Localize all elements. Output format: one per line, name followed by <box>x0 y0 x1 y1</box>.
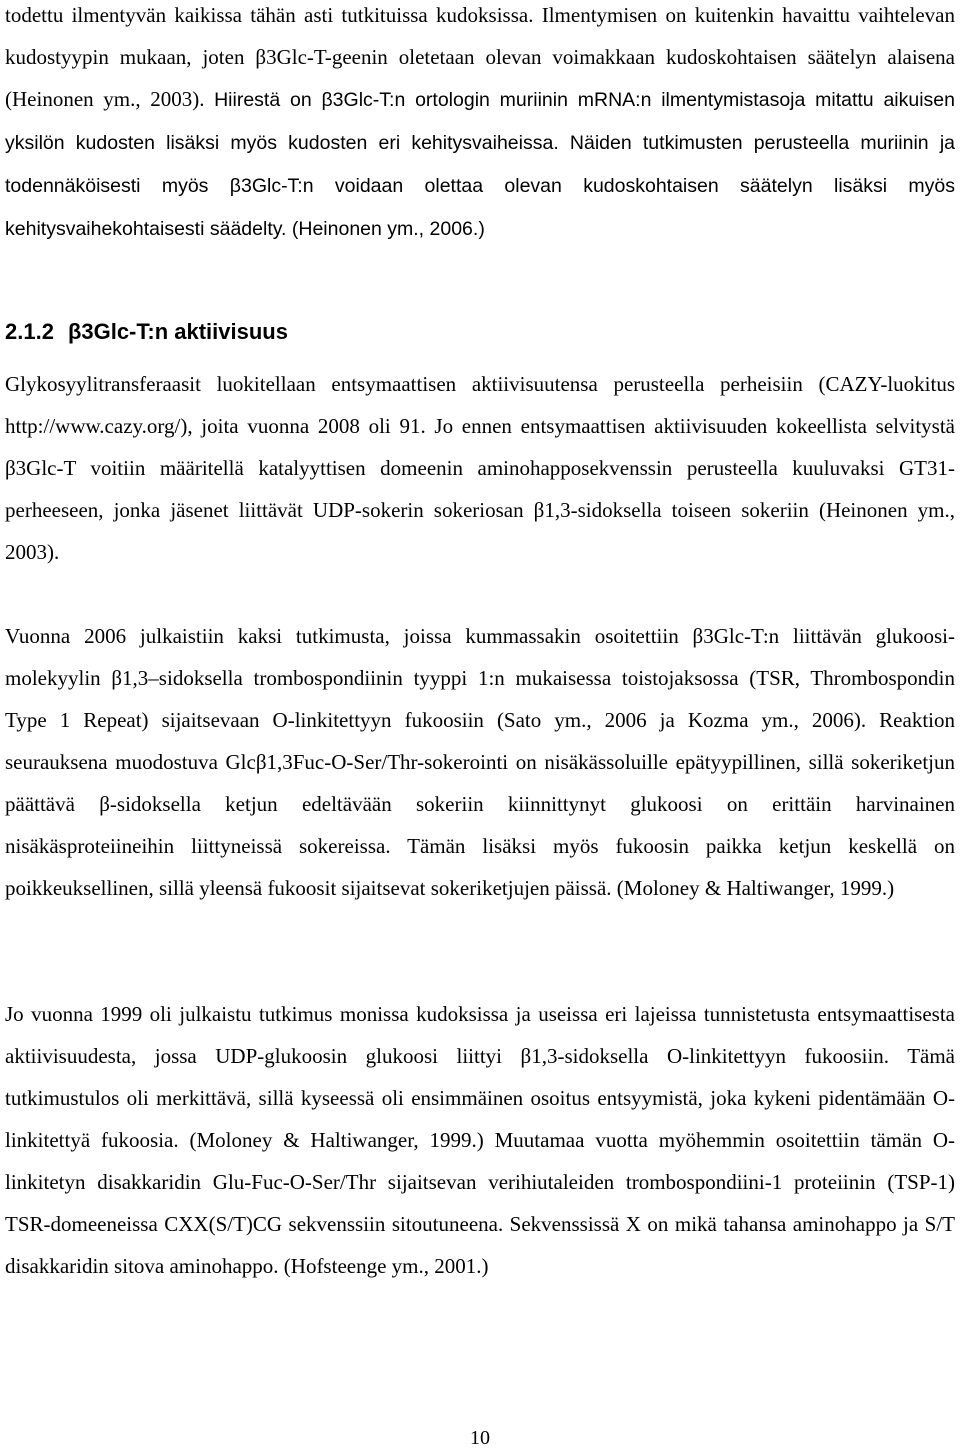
paragraph-intro-part-b: Hiirestä on β3Glc-T:n ortologin muriinin mRNA:n ilmentymistasoja mitattu aikuisen yksilön kudosten lisäksi myös kudosten eri kehitysvaiheissa. Näiden tutkimusten perusteella muriinin ja todennäköisesti myös β3Glc-T:n voidaan olettaa olevan kudoskohtaisen säätelyn lisäksi myös kehitysvaihekohtaisesti säädelty. (Heinonen ym., 2006.) <box>5 89 955 240</box>
paragraph-intro <box>5 0 955 250</box>
section-number: 2.1.2 <box>5 319 54 344</box>
paragraph-intro-part-a: todettu ilmentyvän kaikissa tähän asti tutkituissa kudoksissa. Ilmentymisen on kuitenkin havaittu vaihtelevan kudostyypin mukaan, joten β3Glc-T-geenin oletetaan olevan voimakkaan kudoskohtaisen säätelyn alaisena (Heinonen ym., 2003). <box>5 3 955 111</box>
section-title: β3Glc-T:n aktiivisuus <box>67 319 288 344</box>
section-heading <box>5 312 288 352</box>
page-number: 10 <box>470 1427 490 1449</box>
paragraph-activity: Glykosyylitransferaasit luokitellaan entsymaattisen aktiivisuutensa perusteella perheisiin (CAZY-luokitus http://www.cazy.org/), joita vuonna 2008 oli 91. Jo ennen entsymaattisen aktiivisuuden kokeellista selvitystä β3Glc-T voitiin määritellä katalyyttisen domeenin aminohapposekvenssin perusteella kuuluvaksi GT31-perheeseen, jonka jäsenet liittävät UDP-sokerin sokeriosan β1,3-sidoksella toiseen sokeriin (Heinonen ym., 2003). <box>5 372 955 564</box>
paragraph-glucose: Vuonna 2006 julkaistiin kaksi tutkimusta, joissa kummassakin osoitettiin β3Glc-T:n liittävän glukoosi-molekyylin β1,3–sidoksella trombospondiinin tyyppi 1:n mukaisessa toistojaksossa (TSR, Thrombospondin Type 1 Repeat) sijaitsevaan O-linkitettyyn fukoosiin (Sato ym., 2006 ja Kozma ym., 2006). Reaktion seurauksena muodostuva Glcβ1,3Fuc-O-Ser/Thr-sokerointi on nisäkässoluille epätyypillinen, sillä sokeriketjun päättävä β-sidoksella ketjun edeltävään sokeriin kiinnittynyt glukoosi on erittäin harvinainen nisäkäsproteiineihin liittyneissä sokereissa. Tämän lisäksi myös fukoosin paikka ketjun keskellä on poikkeuksellinen, sillä yleensä fukoosit sijaitsevat sokeriketjujen päissä. (Moloney & Haltiwanger, 1999.) <box>5 624 955 900</box>
paragraph-history: Jo vuonna 1999 oli julkaistu tutkimus monissa kudoksissa ja useissa eri lajeissa tunnistetusta entsymaattisesta aktiivisuudesta, jossa UDP-glukoosin glukoosi liittyi β1,3-sidoksella O-linkitettyyn fukoosiin. Tämä tutkimustulos oli merkittävä, sillä kyseessä oli ensimmäinen osoitus entsyymistä, joka kykeni pidentämään O-linkitettyä fukoosia. (Moloney & Haltiwanger, 1999.) Muutamaa vuotta myöhemmin osoitettiin tämän O-linkitetyn disakkaridin Glu-Fuc-O-Ser/Thr sijaitsevan verihiutaleiden trombospondiini-1 proteiinin (TSP-1) TSR-domeeneissa CXX(S/T)CG sekvenssiin sitoutuneena. Sekvenssissä X on mikä tahansa aminohappo ja S/T disakkaridin sitova aminohappo. (Hofsteenge ym., 2001.) <box>5 1002 955 1278</box>
